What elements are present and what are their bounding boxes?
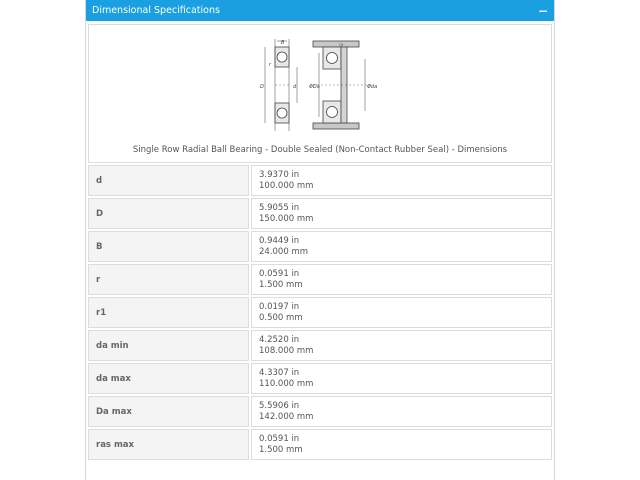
spec-value <box>251 396 552 427</box>
spec-value-mm: 0.500 mm <box>259 312 303 323</box>
spec-value-mm: 108.000 mm <box>259 345 314 356</box>
spec-value <box>251 429 552 460</box>
label-da-inner: Φda <box>367 84 378 90</box>
spec-value-in: 0.0591 in <box>259 269 300 279</box>
spec-row <box>88 330 552 361</box>
spec-value <box>251 297 552 328</box>
spec-label: Da max <box>88 396 249 427</box>
label-r: r <box>269 62 272 68</box>
label-ra: ra <box>339 42 344 47</box>
spec-row <box>88 363 552 394</box>
spec-value-in: 4.2520 in <box>259 335 300 345</box>
spec-label: r <box>88 264 249 295</box>
dimensional-specifications-panel <box>85 0 555 480</box>
spec-value <box>251 198 552 229</box>
spec-label: d <box>88 165 249 196</box>
spec-label: B <box>88 231 249 262</box>
spec-value-mm: 100.000 mm <box>259 180 314 191</box>
collapse-icon[interactable]: − <box>537 3 548 18</box>
image-caption: Single Row Radial Ball Bearing - Double Sealed (Non-Contact Rubber Seal) - Dimensions <box>132 145 508 155</box>
spec-value-mm: 110.000 mm <box>259 378 314 389</box>
spec-value-mm: 150.000 mm <box>259 213 314 224</box>
label-b: B <box>281 40 285 46</box>
spec-row <box>88 429 552 460</box>
label-d-inner: d <box>293 84 297 90</box>
spec-value-mm: 24.000 mm <box>259 246 309 257</box>
spec-row <box>88 231 552 262</box>
panel-header[interactable] <box>86 0 554 21</box>
spec-row <box>88 264 552 295</box>
spec-value-mm: 1.500 mm <box>259 444 303 455</box>
spec-row <box>88 198 552 229</box>
spec-row <box>88 396 552 427</box>
specs-table <box>86 163 554 462</box>
spec-value <box>251 231 552 262</box>
spec-value-in: 4.3307 in <box>259 368 300 378</box>
spec-row <box>88 165 552 196</box>
bearing-diagram <box>255 37 385 137</box>
spec-value-in: 5.5906 in <box>259 401 300 411</box>
spec-value-in: 0.9449 in <box>259 236 300 246</box>
spec-value <box>251 330 552 361</box>
spec-value-mm: 1.500 mm <box>259 279 303 290</box>
bearing-mounted-view <box>313 41 373 129</box>
label-da-outer: ΦDa <box>309 84 320 90</box>
spec-value-in: 0.0197 in <box>259 302 300 312</box>
panel-title: Dimensional Specifications <box>92 5 220 16</box>
spec-value-in: 0.0591 in <box>259 434 300 444</box>
spec-value <box>251 165 552 196</box>
spec-label: D <box>88 198 249 229</box>
spec-value-in: 3.9370 in <box>259 170 300 180</box>
spec-label: ras max <box>88 429 249 460</box>
spec-label: da max <box>88 363 249 394</box>
spec-label: da min <box>88 330 249 361</box>
bearing-image-container <box>88 24 552 163</box>
spec-value <box>251 264 552 295</box>
spec-value-mm: 142.000 mm <box>259 411 314 422</box>
label-d-outer: D <box>260 84 264 90</box>
spec-value <box>251 363 552 394</box>
spec-row <box>88 297 552 328</box>
spec-value-in: 5.9055 in <box>259 203 300 213</box>
spec-label: r1 <box>88 297 249 328</box>
